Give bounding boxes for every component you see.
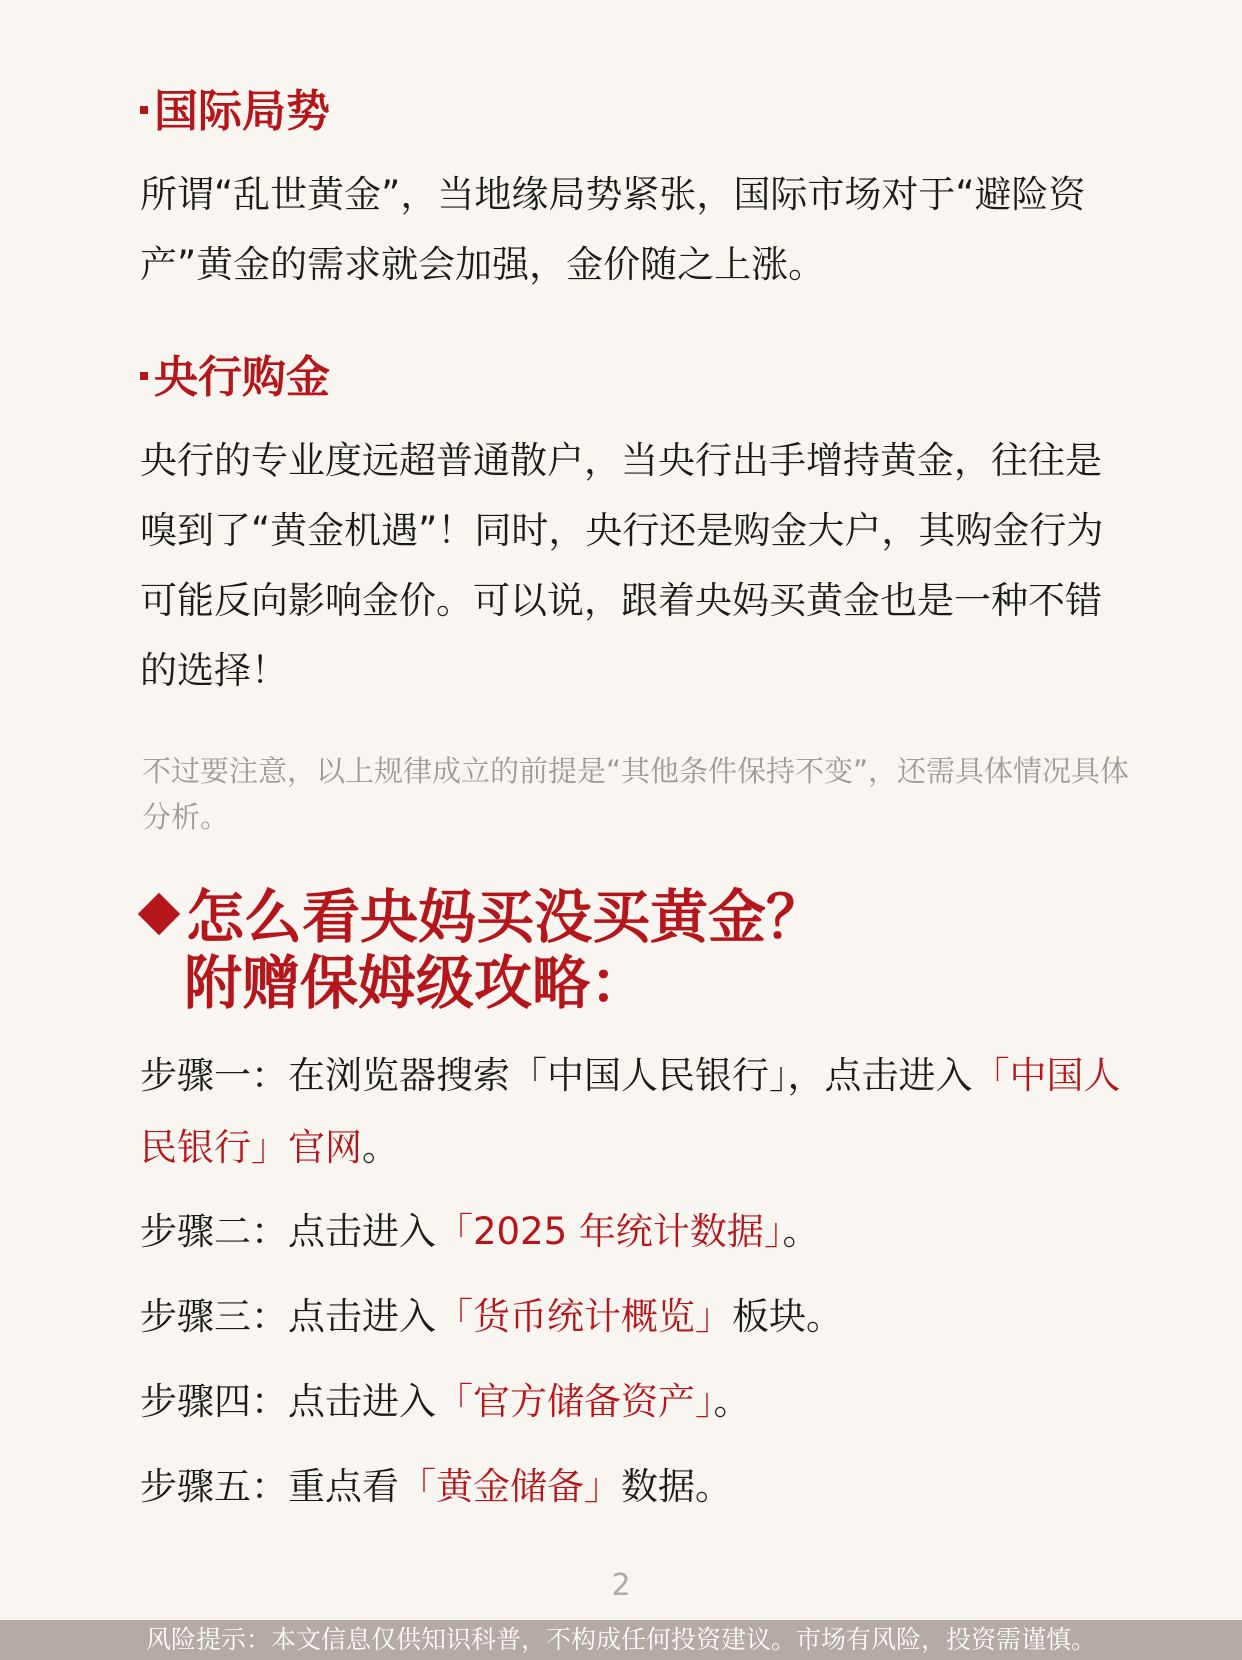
section-heading-text: 国际局势 xyxy=(154,86,330,137)
step-2 xyxy=(140,1196,1130,1268)
bullet-dot-icon xyxy=(140,106,148,114)
step-prefix: 步骤一：在浏览器搜索「中国人民银行」，点击进入 xyxy=(140,1054,973,1097)
section-heading-central-bank xyxy=(140,352,330,405)
step-suffix: 。 xyxy=(362,1126,399,1169)
step-highlight: 「中国人民银行」官网 xyxy=(140,1054,1121,1169)
step-prefix: 步骤五：重点看 xyxy=(140,1465,399,1508)
step-prefix: 步骤四：点击进入 xyxy=(140,1380,436,1423)
page-number: 2 xyxy=(611,1568,631,1603)
step-highlight: 「黄金储备」 xyxy=(399,1465,621,1508)
bullet-dot-icon xyxy=(140,372,148,380)
step-suffix: 板块。 xyxy=(732,1295,843,1338)
step-4 xyxy=(140,1366,1130,1438)
section-heading-text: 央行购金 xyxy=(154,352,330,403)
step-3 xyxy=(140,1281,1130,1353)
caveat-note: 不过要注意，以上规律成立的前提是“其他条件保持不变”，还需具体情况具体分析。 xyxy=(142,754,1130,834)
step-1 xyxy=(140,1040,1130,1184)
step-5 xyxy=(140,1451,1130,1523)
risk-disclaimer-footer: 风险提示：本文信息仅供知识科普，不构成任何投资建议。市场有风险，投资需谨慎。 xyxy=(0,1620,1242,1660)
step-suffix: 。 xyxy=(713,1380,751,1423)
step-highlight: 「官方储备资产」 xyxy=(436,1380,714,1423)
diamond-bullet-icon xyxy=(138,893,180,935)
section-heading-international xyxy=(140,86,330,139)
step-prefix: 步骤三：点击进入 xyxy=(140,1295,436,1338)
section-body-central-bank: 央行的专业度远超普通散户，当央行出手增持黄金，往往是嗅到了“黄金机遇”！同时，央行还是购金大户，其购金行为可能反向影响金价。可以说，跟着央妈买黄金也是一种不错的选择！ xyxy=(140,439,1104,692)
section-body-international: 所谓“乱世黄金”，当地缘局势紧张，国际市场对于“避险资产”黄金的需求就会加强，金价随之上涨。 xyxy=(140,173,1086,286)
step-suffix: 数据。 xyxy=(621,1465,732,1508)
guide-title xyxy=(138,884,824,1016)
step-highlight: 「货币统计概览」 xyxy=(436,1295,732,1338)
step-highlight: 「2025 年统计数据」 xyxy=(436,1210,783,1253)
step-prefix: 步骤二：点击进入 xyxy=(140,1210,436,1253)
guide-title-line2: 附赠保姆级攻略： xyxy=(184,949,649,1017)
guide-title-line1: 怎么看央妈买没买黄金？ xyxy=(138,884,824,950)
step-suffix: 。 xyxy=(782,1210,820,1253)
